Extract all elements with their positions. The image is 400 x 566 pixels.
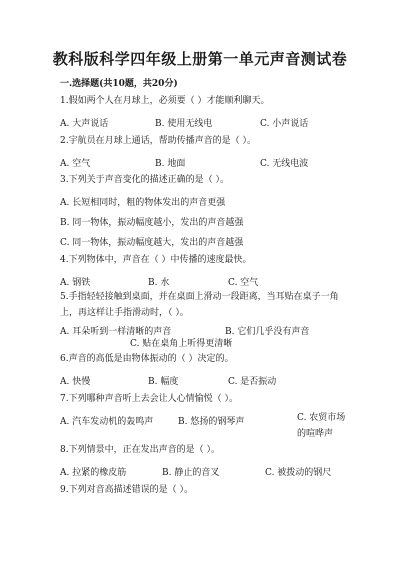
q2-option-a: A. 空气 — [60, 159, 91, 169]
q5-option-a: A. 耳朵听到一样清晰的声音 — [60, 327, 172, 337]
q6-option-b: B. 幅度 — [148, 377, 179, 387]
q4-option-c: C. 空气 — [228, 278, 259, 288]
question-8: 8.下列情景中，正在发出声音的是（ ）。 — [60, 445, 220, 455]
q5-option-c: C. 贴在桌角上听得更清晰 — [130, 339, 233, 349]
question-4: 4.下列物体中，声音在（ ）中传播的速度最快。 — [60, 255, 252, 265]
q1-option-c: C. 小声说话 — [260, 119, 309, 129]
page-title: 教科版科学四年级上册第一单元声音测试卷 — [52, 50, 348, 68]
q8-option-a: A. 拉紧的橡皮筋 — [60, 468, 127, 478]
q3-option-b: B. 同一物体，振动幅度越小，发出的声音越强 — [60, 218, 244, 228]
q2-option-b: B. 地面 — [155, 159, 186, 169]
section-heading: 一.选择题(共10题，共20分) — [60, 79, 178, 89]
question-9: 9.下列对音高描述错误的是（ ）。 — [60, 485, 193, 495]
q4-option-b: B. 水 — [148, 278, 170, 288]
q5-option-b: B. 它们几乎没有声音 — [225, 327, 310, 337]
q7-option-c: C. 农贸市场的喧哗声 — [297, 413, 346, 439]
q7-option-a: A. 汽车发动机的轰鸣声 — [60, 417, 154, 427]
q4-option-a: A. 钢铁 — [60, 278, 91, 288]
question-1: 1.假如两个人在月球上，必须要（ ）才能顺利聊天。 — [60, 96, 270, 106]
question-6: 6.声音的高低是由物体振动的（ ）决定的。 — [60, 354, 234, 364]
q3-option-a: A. 长短相同时，粗的物体发出的声音更强 — [60, 198, 226, 208]
q7-option-b: B. 悠扬的钢琴声 — [178, 417, 245, 427]
q3-option-c: C. 同一物体，振动幅度越大，发出的声音越强 — [60, 238, 244, 248]
q8-option-b: B. 静止的音叉 — [162, 468, 220, 478]
q6-option-c: C. 是否振动 — [228, 377, 277, 387]
q1-option-b: B. 使用无线电 — [155, 119, 213, 129]
question-5: 5.手指轻轻接触到桌面，并在桌面上滑动一段距离，当耳贴在桌子一角上，再这样让手指滑动时，（ ）。 — [60, 292, 339, 318]
q6-option-a: A. 快慢 — [60, 377, 91, 387]
q1-option-a: A. 大声说话 — [60, 119, 109, 129]
question-7: 7.下列哪种声音听上去会让人心情愉悦（ ）。 — [60, 394, 238, 404]
q8-option-c: C. 被拨动的钢尺 — [265, 468, 332, 478]
question-2: 2.宇航员在月球上通话，帮助传播声音的是（ ）。 — [60, 136, 256, 146]
question-3: 3.下列关于声音变化的描述正确的是（ ）。 — [60, 175, 229, 185]
q2-option-c: C. 无线电波 — [260, 159, 309, 169]
